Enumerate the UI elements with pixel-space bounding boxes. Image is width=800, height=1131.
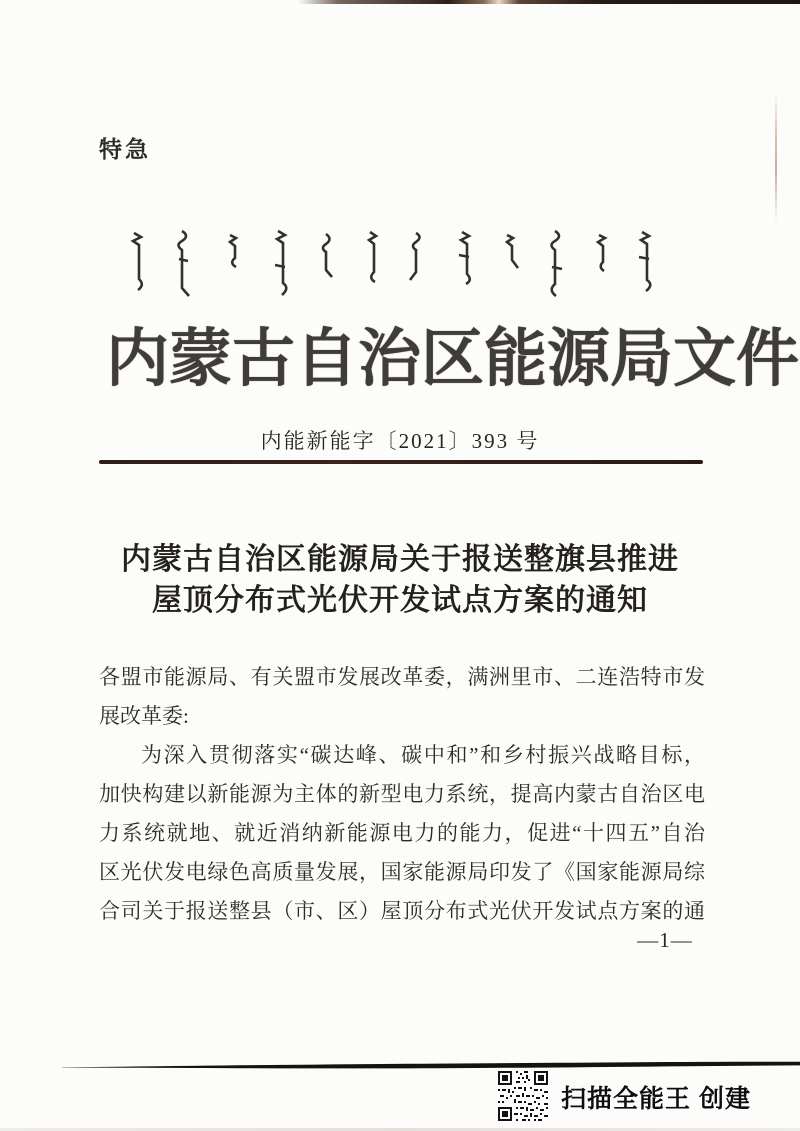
notice-body [99, 658, 705, 931]
body-line: 加快构建以新能源为主体的新型电力系统，提高内蒙古自治区电 [99, 782, 705, 806]
letterhead-rule [99, 460, 703, 464]
body-line: 展改革委: [99, 704, 189, 728]
scanner-watermark-text: 扫描全能王 创建 [561, 1085, 751, 1113]
document-number: 内能新能字〔2021〕393 号 [260, 429, 540, 453]
body-line: 力系统就地、就近消纳新能源电力的能力，促进“十四五”自治 [99, 821, 705, 845]
page-number: —1— [637, 928, 693, 952]
scanner-watermark [498, 1071, 751, 1121]
letterhead-title: 内蒙古自治区能源局文件 [106, 324, 799, 394]
notice-title-line2: 屋顶分布式光伏开发试点方案的通知 [152, 584, 648, 617]
notice-title-line1: 内蒙古自治区能源局关于报送整旗县推进 [121, 543, 679, 576]
body-line: 合司关于报送整县（市、区）屋顶分布式光伏开发试点方案的通 [99, 899, 705, 923]
mongolian-script-banner [126, 227, 672, 307]
body-line: 为深入贯彻落实“碳达峰、碳中和”和乡村振兴战略目标， [141, 743, 705, 767]
scan-edge-artifact-top [298, 0, 800, 4]
qr-code-icon [498, 1071, 548, 1121]
notice-title [0, 539, 800, 621]
body-line: 各盟市能源局、有关盟市发展改革委，满洲里市、二连浩特市发 [99, 665, 705, 689]
urgency-label: 特急 [99, 137, 151, 162]
scan-artifact-right [775, 92, 777, 224]
body-line: 区光伏发电绿色高质量发展，国家能源局印发了《国家能源局综 [99, 860, 705, 884]
